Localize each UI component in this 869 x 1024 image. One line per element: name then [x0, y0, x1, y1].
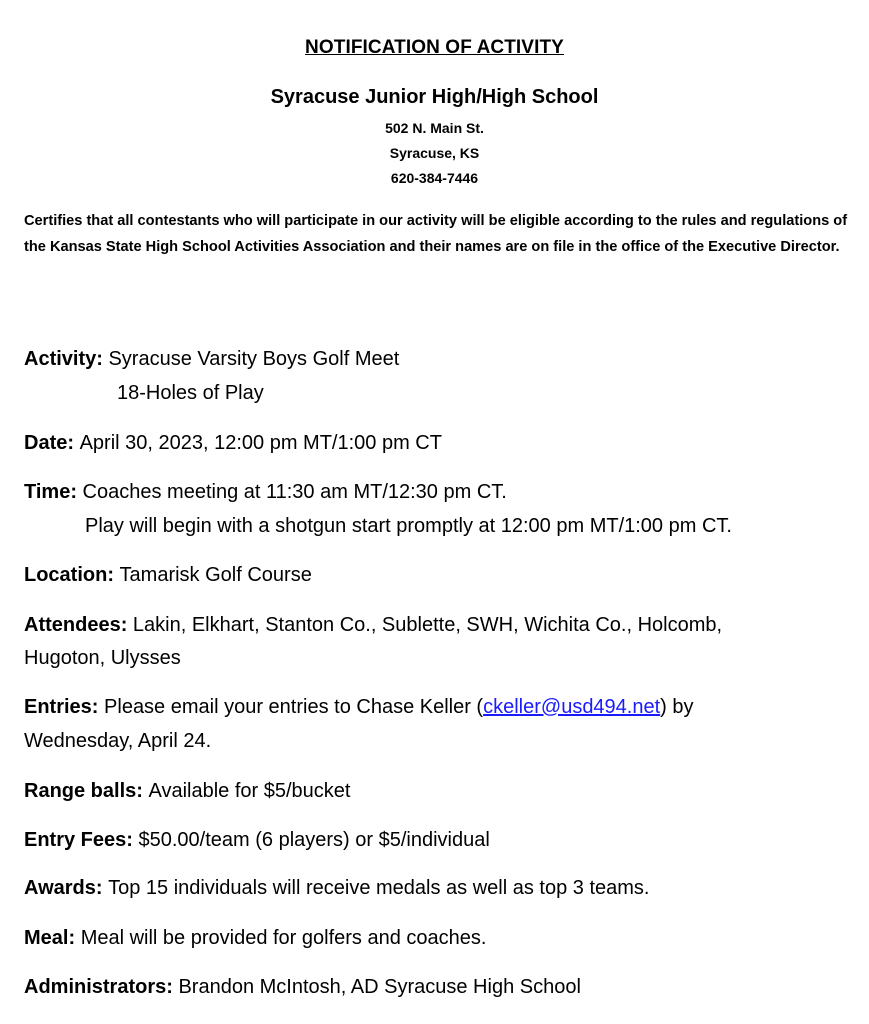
- activity-field: [24, 343, 854, 376]
- activity-continuation: 18-Holes of Play: [117, 382, 264, 404]
- administrators-value: Brandon McIntosh, AD Syracuse High School: [178, 976, 581, 998]
- awards-field: [24, 872, 854, 905]
- time-field: [24, 476, 854, 509]
- entries-field: [24, 691, 854, 724]
- date-field: [24, 427, 854, 460]
- time-label: Time:: [24, 481, 83, 503]
- location-label: Location:: [24, 564, 120, 586]
- certification-paragraph: Certifies that all contestants who will participate in our activity will be eligible according to the rules and regulations of the Kansas State High School Activities Association and their names are on file in the office of the Executive Director.: [24, 213, 848, 255]
- range-balls-label: Range balls:: [24, 780, 149, 802]
- attendees-label: Attendees:: [24, 614, 133, 636]
- administrators-label: Administrators:: [24, 976, 179, 998]
- entries-label: Entries:: [24, 696, 105, 718]
- range-balls-value: Available for $5/bucket: [148, 780, 351, 802]
- range-balls-field: [24, 775, 854, 808]
- entries-text-after: ) by: [660, 696, 694, 718]
- school-name: Syracuse Junior High/High School: [270, 86, 599, 108]
- location-value: Tamarisk Golf Course: [119, 564, 312, 586]
- entry-fees-field: [24, 824, 854, 857]
- attendees-continuation: Hugoton, Ulysses: [24, 647, 181, 669]
- phone-number: 620-384-7446: [390, 170, 479, 186]
- address-street: 502 N. Main St.: [385, 120, 484, 136]
- activity-value: Syracuse Varsity Boys Golf Meet: [108, 348, 400, 370]
- entry-fees-value: $50.00/team (6 players) or $5/individual: [138, 829, 490, 851]
- attendees-value: Lakin, Elkhart, Stanton Co., Sublette, SWH, Wichita Co., Holcomb,: [132, 614, 723, 636]
- entry-fees-label: Entry Fees:: [24, 829, 139, 851]
- entries-text: Please email your entries to Chase Keller (: [104, 696, 484, 718]
- time-value: Coaches meeting at 11:30 am MT/12:30 pm CT.: [82, 481, 507, 503]
- attendees-field: [24, 609, 854, 642]
- document-title: NOTIFICATION OF ACTIVITY: [305, 37, 564, 58]
- administrators-field: [24, 971, 854, 1004]
- activity-label: Activity:: [24, 348, 109, 370]
- date-label: Date:: [24, 432, 80, 454]
- address-city: Syracuse, KS: [389, 145, 480, 161]
- date-value: April 30, 2023, 12:00 pm MT/1:00 pm CT: [79, 432, 442, 454]
- entries-continuation: Wednesday, April 24.: [24, 730, 212, 752]
- meal-value: Meal will be provided for golfers and coaches.: [80, 927, 487, 949]
- location-field: [24, 559, 854, 592]
- awards-label: Awards:: [24, 877, 109, 899]
- email-link[interactable]: ckeller@usd494.net: [483, 696, 661, 718]
- meal-field: [24, 922, 854, 955]
- meal-label: Meal:: [24, 927, 81, 949]
- time-continuation: Play will begin with a shotgun start promptly at 12:00 pm MT/1:00 pm CT.: [85, 515, 732, 537]
- awards-value: Top 15 individuals will receive medals as well as top 3 teams.: [108, 877, 650, 899]
